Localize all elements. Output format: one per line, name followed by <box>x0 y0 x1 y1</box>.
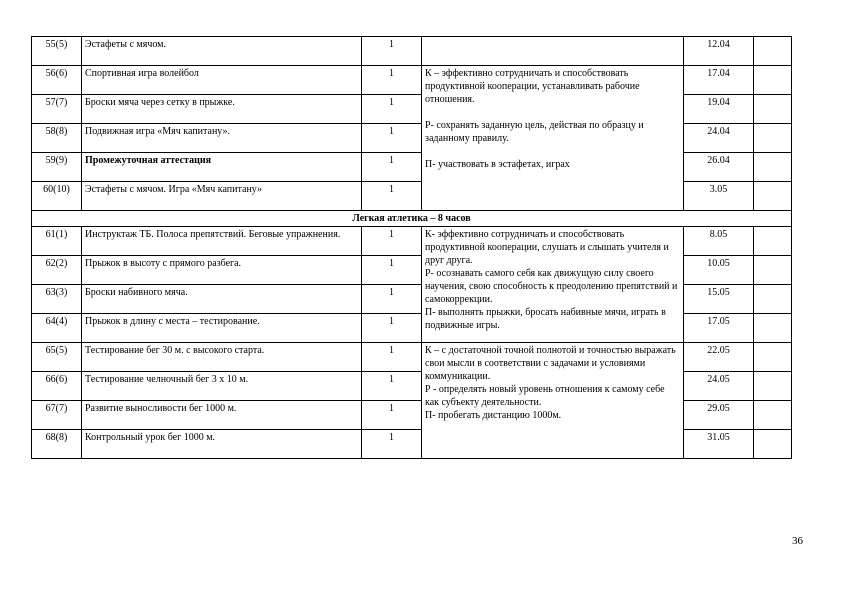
lesson-date: 31.05 <box>684 430 754 459</box>
lesson-number: 68(8) <box>32 430 82 459</box>
lesson-date: 17.05 <box>684 314 754 343</box>
page-number: 36 <box>792 535 803 547</box>
lesson-date: 24.04 <box>684 124 754 153</box>
lesson-topic: Эстафеты с мячом. <box>82 37 362 66</box>
table-row <box>32 343 792 372</box>
lesson-date: 8.05 <box>684 227 754 256</box>
lesson-topic: Инструктаж ТБ. Полоса препятствий. Беговые упражнения. <box>82 227 362 256</box>
table-row <box>32 227 792 256</box>
lesson-hours: 1 <box>362 256 422 285</box>
lesson-hours: 1 <box>362 285 422 314</box>
lesson-hours: 1 <box>362 314 422 343</box>
fact-date-cell <box>754 227 792 256</box>
lesson-number: 58(8) <box>32 124 82 153</box>
fact-date-cell <box>754 256 792 285</box>
fact-date-cell <box>754 153 792 182</box>
lesson-hours: 1 <box>362 124 422 153</box>
lesson-number: 56(6) <box>32 66 82 95</box>
fact-date-cell <box>754 182 792 211</box>
uud-description: К – эффективно сотрудничать и способствовать продуктивной кооперации, устанавливать рабочие отношения. Р- сохранять заданную цель, действая по образцу и заданному правилу. П- участвовать в эстафетах, играх <box>422 66 684 211</box>
lesson-topic: Тестирование челночный бег 3 х 10 м. <box>82 372 362 401</box>
lesson-number: 57(7) <box>32 95 82 124</box>
lesson-hours: 1 <box>362 153 422 182</box>
lesson-topic: Эстафеты с мячом. Игра «Мяч капитану» <box>82 182 362 211</box>
lesson-date: 19.04 <box>684 95 754 124</box>
lesson-number: 63(3) <box>32 285 82 314</box>
section-row <box>32 211 792 227</box>
lesson-topic: Развитие выносливости бег 1000 м. <box>82 401 362 430</box>
uud-cell-empty <box>422 37 684 66</box>
fact-date-cell <box>754 314 792 343</box>
fact-date-cell <box>754 66 792 95</box>
lesson-number: 61(1) <box>32 227 82 256</box>
lesson-hours: 1 <box>362 37 422 66</box>
lesson-number: 55(5) <box>32 37 82 66</box>
table-row <box>32 66 792 95</box>
fact-date-cell <box>754 401 792 430</box>
lesson-number: 64(4) <box>32 314 82 343</box>
lesson-number: 60(10) <box>32 182 82 211</box>
lesson-date: 12.04 <box>684 37 754 66</box>
lesson-topic: Подвижная игра «Мяч капитану». <box>82 124 362 153</box>
lesson-topic: Промежуточная аттестация <box>82 153 362 182</box>
fact-date-cell <box>754 343 792 372</box>
lesson-date: 29.05 <box>684 401 754 430</box>
lesson-date: 3.05 <box>684 182 754 211</box>
lesson-number: 65(5) <box>32 343 82 372</box>
lesson-topic: Спортивная игра волейбол <box>82 66 362 95</box>
fact-date-cell <box>754 372 792 401</box>
lesson-hours: 1 <box>362 430 422 459</box>
lesson-hours: 1 <box>362 343 422 372</box>
table-row <box>32 37 792 66</box>
fact-date-cell <box>754 95 792 124</box>
uud-description: К – с достаточной точной полнотой и точностью выражать свои мысли в соответствии с задачами и условиями коммуникации. Р - определять новый уровень отношения к самому себе как субъекту деятельности. П- пробегать дистанцию 1000м. <box>422 343 684 459</box>
lesson-hours: 1 <box>362 227 422 256</box>
lesson-topic: Контрольный урок бег 1000 м. <box>82 430 362 459</box>
lesson-date: 24.05 <box>684 372 754 401</box>
lesson-topic: Прыжок в высоту с прямого разбега. <box>82 256 362 285</box>
uud-description: К- эффективно сотрудничать и способствовать продуктивной кооперации, слушать и слышать учителя и друг друга. Р- осознавать самого себя как движущую силу своего научения, свою способность к преодолению препятствий и самокоррекции. П- выполнять прыжки, бросать набивные мячи, играть в подвижные игры. <box>422 227 684 343</box>
section-title: Легкая атлетика – 8 часов <box>32 211 792 227</box>
lesson-topic: Прыжок в длину с места – тестирование. <box>82 314 362 343</box>
lesson-date: 26.04 <box>684 153 754 182</box>
fact-date-cell <box>754 430 792 459</box>
lesson-topic: Броски мяча через сетку в прыжке. <box>82 95 362 124</box>
lesson-hours: 1 <box>362 182 422 211</box>
lesson-number: 59(9) <box>32 153 82 182</box>
lesson-hours: 1 <box>362 372 422 401</box>
fact-date-cell <box>754 37 792 66</box>
lesson-hours: 1 <box>362 95 422 124</box>
lesson-hours: 1 <box>362 66 422 95</box>
lesson-date: 10.05 <box>684 256 754 285</box>
lesson-number: 66(6) <box>32 372 82 401</box>
lesson-number: 67(7) <box>32 401 82 430</box>
fact-date-cell <box>754 124 792 153</box>
fact-date-cell <box>754 285 792 314</box>
lesson-date: 22.05 <box>684 343 754 372</box>
lesson-topic: Броски набивного мяча. <box>82 285 362 314</box>
lesson-plan-table <box>31 36 792 459</box>
lesson-hours: 1 <box>362 401 422 430</box>
lesson-topic: Тестирование бег 30 м. с высокого старта. <box>82 343 362 372</box>
lesson-number: 62(2) <box>32 256 82 285</box>
lesson-date: 17.04 <box>684 66 754 95</box>
lesson-date: 15.05 <box>684 285 754 314</box>
